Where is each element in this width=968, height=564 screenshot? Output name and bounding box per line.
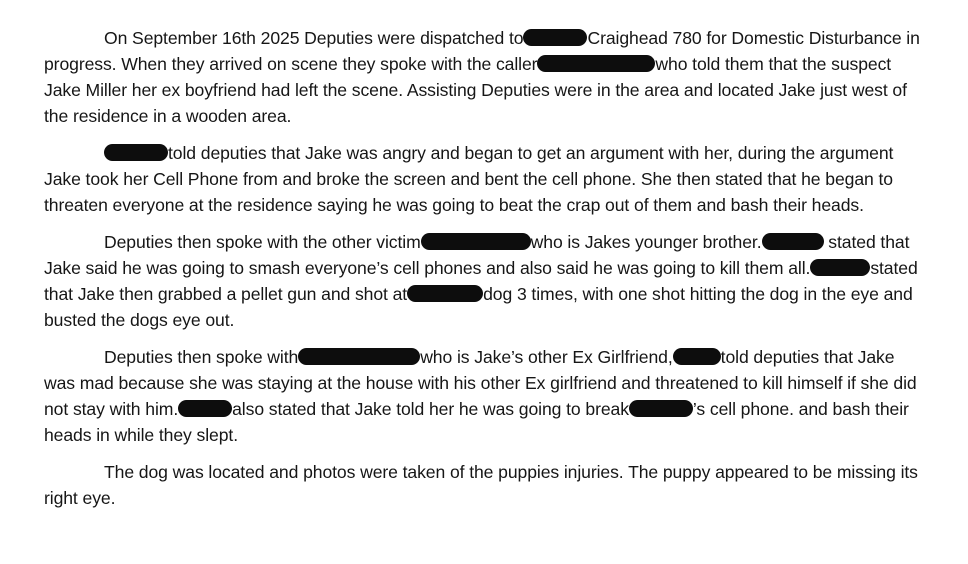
report-paragraph — [44, 229, 930, 333]
paragraph-text: also stated that Jake told her he was going to break — [232, 399, 629, 419]
paragraph-text: who told them that the suspect Jake Miller her ex boyfriend had left the scene. Assisting Deputies were in the area and located Jake just west of the residence in a wooden area. — [44, 54, 907, 126]
report-paragraph — [44, 344, 930, 448]
report-paragraph — [44, 459, 930, 511]
redaction-mark — [421, 233, 531, 250]
redaction-mark — [298, 348, 420, 365]
redaction-mark — [178, 400, 232, 417]
paragraph-text: dog 3 times, with one shot hitting the dog in the eye and busted the dogs eye out. — [44, 284, 913, 330]
paragraph-text: Deputies then spoke with — [104, 347, 299, 367]
redaction-mark — [673, 348, 721, 365]
paragraph-text: stated that Jake then grabbed a pellet gun and shot at — [44, 258, 918, 304]
redaction-mark — [523, 29, 587, 46]
paragraph-text: told deputies that Jake was angry and began to get an argument with her, during the argument Jake took her Cell Phone from and broke the screen and bent the cell phone. She then stated that he began to threaten everyone at the residence saying he was going to beat the crap out of them and bash their heads. — [44, 143, 894, 215]
redaction-mark — [537, 55, 655, 72]
report-paragraph — [44, 140, 930, 218]
redaction-mark — [407, 285, 483, 302]
paragraph-text: stated that Jake said he was going to smash everyone’s cell phones and also said he was going to kill them all. — [44, 232, 910, 278]
paragraph-text: who is Jake’s other Ex Girlfriend, — [420, 347, 673, 367]
paragraph-text: who is Jakes younger brother. — [530, 232, 762, 252]
report-document — [44, 25, 930, 522]
report-paragraph — [44, 25, 930, 129]
paragraph-text: told deputies that Jake was mad because she was staying at the house with his other Ex girlfriend and threatened to kill himself if she did not stay with him. — [44, 347, 917, 419]
paragraph-text: The dog was located and photos were taken of the puppies injuries. The puppy appeared to be missing its right eye. — [44, 462, 918, 508]
redaction-mark — [104, 144, 168, 161]
paragraph-text: Craighead 780 for Domestic Disturbance in progress. When they arrived on scene they spoke with the caller — [44, 28, 920, 74]
paragraph-text: Deputies then spoke with the other victim — [104, 232, 421, 252]
redaction-mark — [810, 259, 870, 276]
paragraph-text: ’s cell phone. and bash their heads in while they slept. — [44, 399, 909, 445]
redaction-mark — [629, 400, 693, 417]
redaction-mark — [762, 233, 824, 250]
paragraph-text: On September 16th 2025 Deputies were dispatched to — [104, 28, 524, 48]
